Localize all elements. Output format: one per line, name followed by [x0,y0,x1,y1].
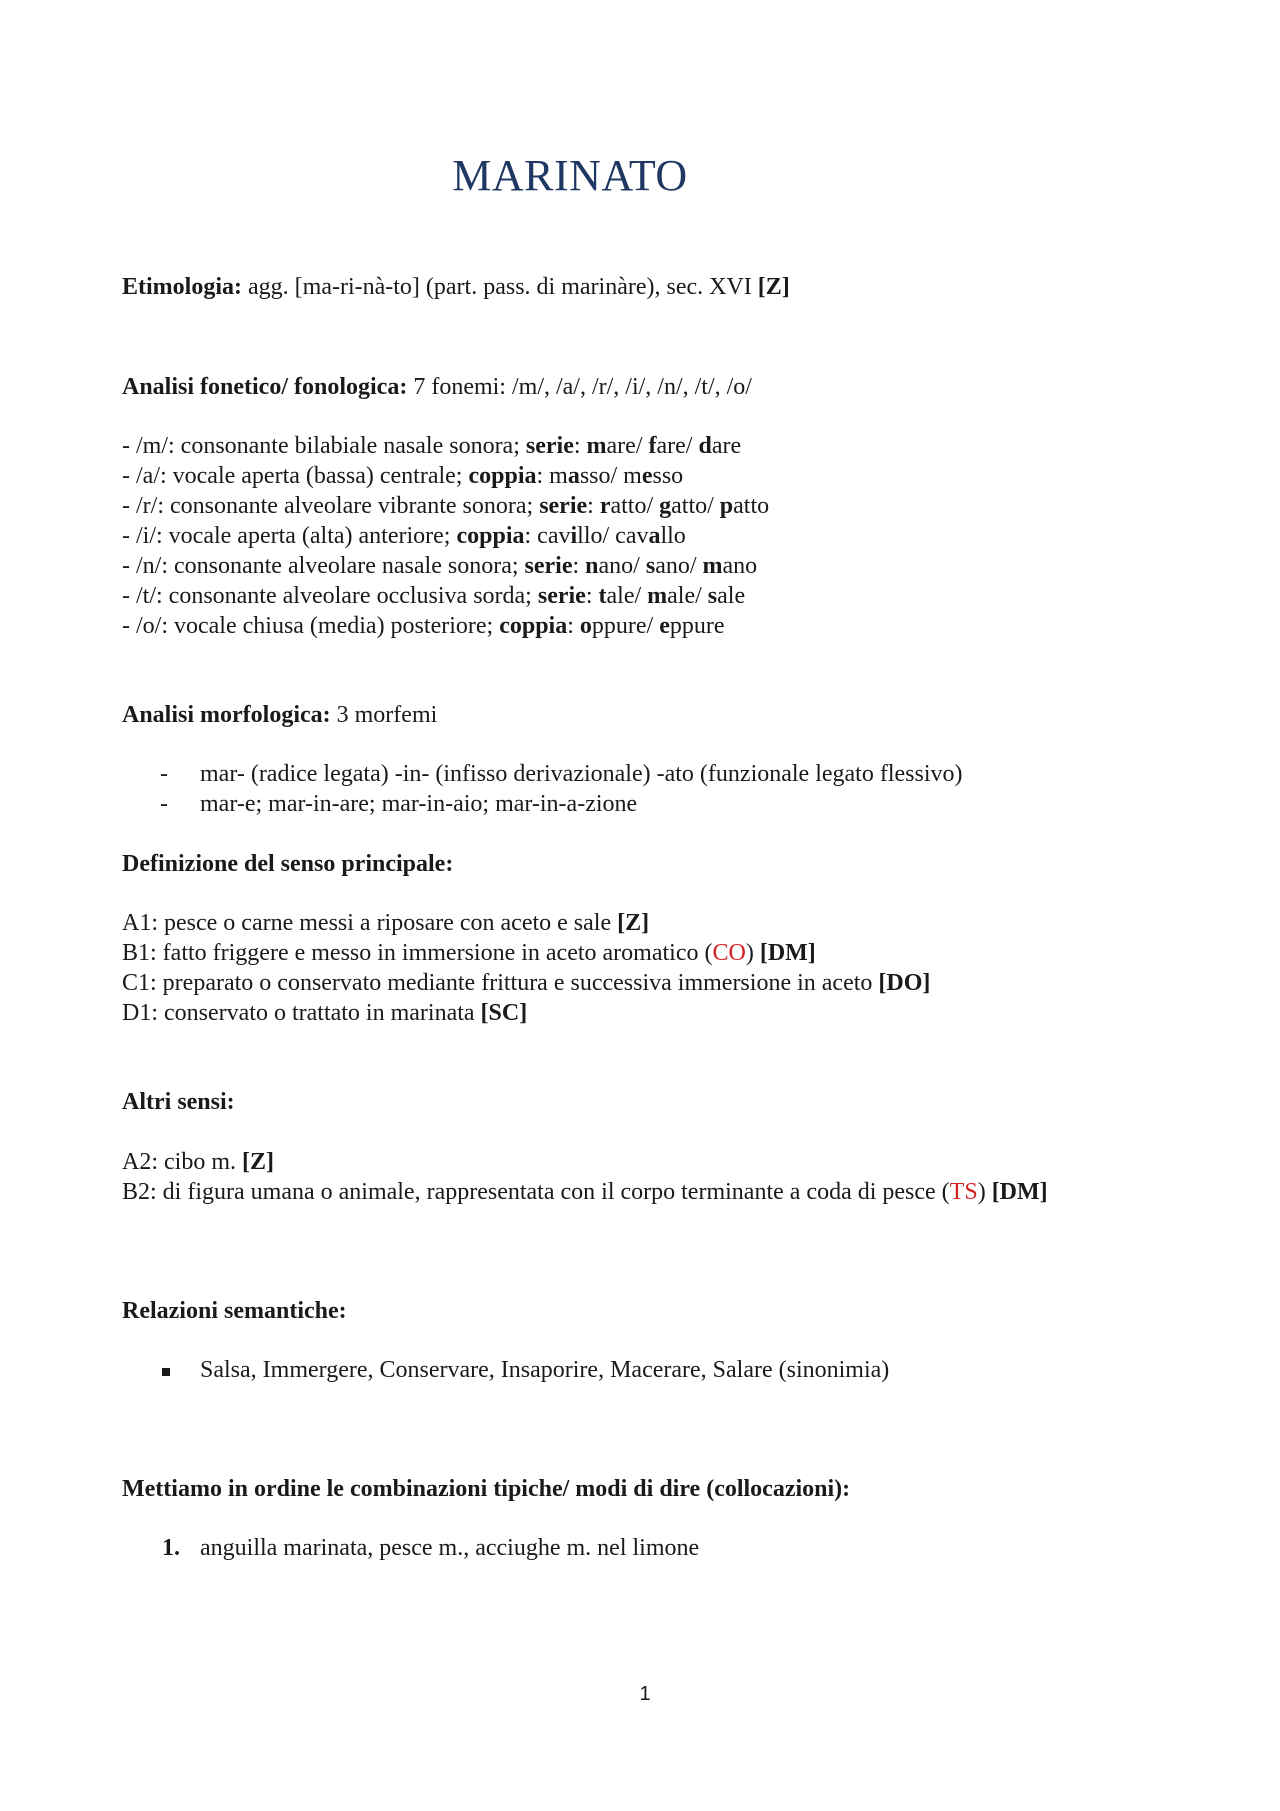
source-tag: [Z] [617,910,650,936]
definizione-heading [122,849,453,879]
fonema-kind: serie [539,493,588,519]
fonema-letter: e [659,613,670,639]
fonema-kind: coppia [456,523,525,549]
fonema-word: ale [717,583,746,609]
fonema-word: ale/ [606,583,648,609]
page-number: 1 [639,1683,651,1705]
senso-text: ) [745,940,760,966]
fonema-row: - /i/: vocale aperta (alta) anteriore; coppia: cavillo/ cavallo [122,523,686,549]
page-title: MARINATO [452,151,688,200]
fonema-letter: n [585,553,599,579]
fonema-letter: m [647,583,668,609]
senso-text: B1: fatto friggere e messo in immersione in aceto aromatico ( [122,940,713,966]
source-tag: [Z] [242,1149,274,1175]
senso-a1 [122,908,649,938]
senso-d1 [122,998,527,1028]
usage-tag: CO [712,940,746,966]
square-bullet-icon [162,1368,170,1376]
dash-marker: - [160,791,168,817]
fonema-row: - /o/: vocale chiusa (media) posteriore; coppia: oppure/ eppure [122,613,725,639]
fonema-letter: i [570,523,578,549]
collocazioni-heading [122,1474,850,1504]
senso-text: A1: pesce o carne messi a riposare con aceto e sale [122,910,618,936]
fonema-word: are/ [606,433,649,459]
collocazioni-label: Mettiamo in ordine le combinazioni tipiche/ modi di dire (collocazioni): [122,1476,851,1502]
fonema-word: are [711,433,742,459]
senso-text: ) [977,1179,992,1205]
fonema-word: ppure/ [591,613,660,639]
fonema-kind: coppia [468,463,537,489]
fonema-word: ppure [669,613,725,639]
senso-text: C1: preparato o conservato mediante frittura e successiva immersione in aceto [122,970,879,996]
fonema-word: atto [733,493,770,519]
fonema-letter: m [702,553,723,579]
senso-a2 [122,1147,274,1177]
fonetica-heading [122,372,752,402]
fonema-desc: - /n/: consonante alveolare nasale sonora; [122,553,525,579]
relazioni-label: Relazioni semantiche: [122,1298,347,1324]
fonema-desc: - /i/: vocale aperta (alta) anteriore; [122,523,457,549]
fonema-word: ano/ [598,553,646,579]
fonema-letter: p [719,493,734,519]
etimologia-line [122,272,790,302]
etimologia-source: [Z] [757,274,790,300]
fonetica-label: Analisi fonetico/ fonologica: [122,374,408,400]
fonema-letter: s [645,553,656,579]
morfologia-heading [122,700,437,730]
altri-heading [122,1087,235,1117]
fonema-word: llo/ cav [577,523,649,549]
definizione-label: Definizione del senso principale: [122,851,454,877]
fonema-word: atto/ [671,493,720,519]
relazioni-item: Salsa, Immergere, Conservare, Insaporire, Macerare, Salare (sinonimia) [200,1357,890,1383]
fonema-letter: s [707,583,718,609]
fonema-kind: serie [525,433,574,459]
collocazioni-item: anguilla marinata, pesce m., acciughe m. nel limone [200,1535,700,1561]
fonema-word: sso/ m [579,463,642,489]
source-tag: [DO] [878,970,931,996]
fonema-letter: a [567,463,580,489]
fonema-letter: g [659,493,672,519]
morfologia-label: Analisi morfologica: [122,702,331,728]
fonema-word: cav [537,523,571,549]
etimologia-text: agg. [ma-ri-nà-to] (part. pass. di marinàre), sec. XVI [242,274,758,300]
altri-label: Altri sensi: [122,1089,235,1115]
fonema-letter: d [698,433,712,459]
fonema-letter: o [579,613,592,639]
fonema-desc: - /a/: vocale aperta (bassa) centrale; [122,463,469,489]
fonema-word: ale/ [667,583,708,609]
fonema-desc: - /o/: vocale chiusa (media) posteriore; [122,613,500,639]
senso-c1 [122,968,930,998]
morfologia-item: mar- (radice legata) -in- (infisso derivazionale) -ato (funzionale legato flessivo) [200,761,963,787]
fonema-word: llo [660,523,686,549]
fonema-letter: f [648,433,657,459]
fonema-desc: - /m/: consonante bilabiale nasale sonora; [122,433,526,459]
fonema-word: ano [722,553,758,579]
senso-text: A2: cibo m. [122,1149,242,1175]
morfologia-text: 3 morfemi [330,702,438,728]
fonema-kind: coppia [499,613,568,639]
fonema-word: ano/ [655,553,703,579]
usage-tag: TS [949,1179,978,1205]
senso-text: B2: di figura umana o animale, rappresentata con il corpo terminante a coda di pesce ( [122,1179,950,1205]
fonema-row: - /m/: consonante bilabiale nasale sonora; serie: mare/ fare/ dare [122,433,742,459]
fonema-word: sso [652,463,684,489]
fonema-word: are/ [656,433,699,459]
relazioni-heading [122,1296,347,1326]
fonema-row: - /a/: vocale aperta (bassa) centrale; coppia: masso/ messo [122,463,684,489]
fonema-word: atto/ [610,493,660,519]
fonema-letter: m [586,433,607,459]
fonema-desc: - /t/: consonante alveolare occlusiva sorda; [122,583,538,609]
senso-b2 [122,1177,1048,1207]
fonetica-text: 7 fonemi: /m/, /a/, /r/, /i/, /n/, /t/, /o/ [407,374,752,400]
senso-b1 [122,938,816,968]
source-tag: [DM] [991,1179,1048,1205]
source-tag: [DM] [759,940,816,966]
fonema-row: - /n/: consonante alveolare nasale sonora; serie: nano/ sano/ mano [122,553,758,579]
fonema-kind: serie [537,583,586,609]
fonema-row: - /r/: consonante alveolare vibrante sonora; serie: ratto/ gatto/ patto [122,493,770,519]
fonema-row: - /t/: consonante alveolare occlusiva sorda; serie: tale/ male/ sale [122,583,746,609]
etimologia-label: Etimologia: [122,274,242,300]
fonema-kind: serie [524,553,573,579]
fonema-desc: - /r/: consonante alveolare vibrante sonora; [122,493,540,519]
morfologia-item: mar-e; mar-in-are; mar-in-aio; mar-in-a-zione [200,791,638,817]
fonema-word: m [549,463,568,489]
list-number: 1. [162,1535,180,1561]
source-tag: [SC] [480,1000,528,1026]
fonema-letter: t [598,583,607,609]
fonema-letter: r [599,493,611,519]
fonema-letter: a [648,523,661,549]
dash-marker: - [160,761,168,787]
senso-text: D1: conservato o trattato in marinata [122,1000,481,1026]
fonema-letter: e [641,463,653,489]
